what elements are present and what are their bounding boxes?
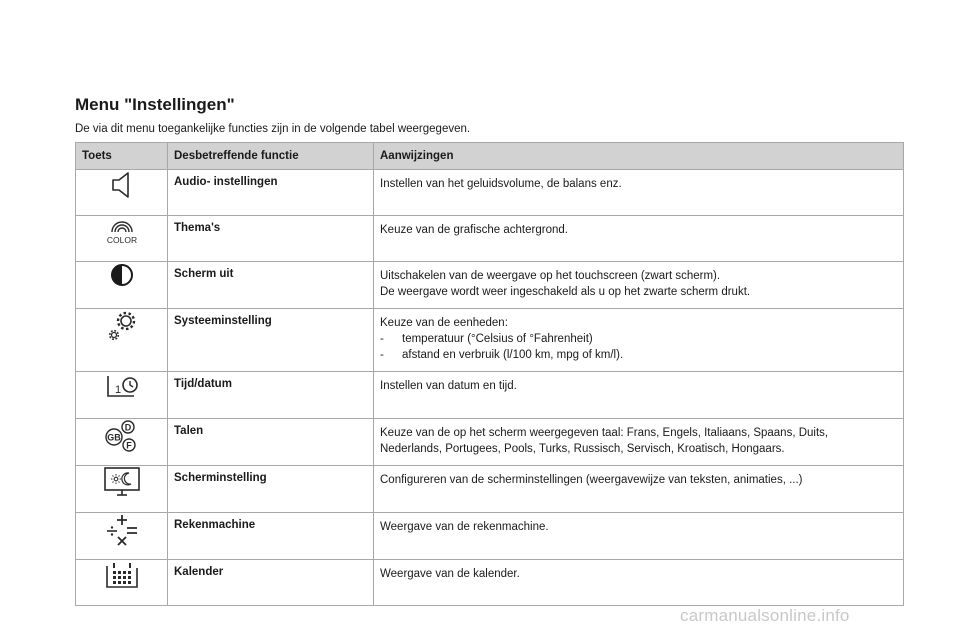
function-name: Audio- instellingen bbox=[168, 170, 374, 216]
column-header-function: Desbetreffende functie bbox=[168, 143, 374, 170]
calendar-clock-label: 1 bbox=[114, 384, 121, 396]
icon-cell bbox=[76, 216, 168, 262]
bullet-item bbox=[380, 347, 897, 363]
note-line: Keuze van de eenheden: bbox=[380, 317, 508, 329]
note-line: Configureren van de scherminstellingen (weergavewijze van teksten, animaties, ...) bbox=[380, 474, 803, 486]
icon-cell bbox=[76, 560, 168, 606]
function-notes bbox=[374, 419, 904, 466]
icon-cell bbox=[76, 466, 168, 513]
function-notes bbox=[374, 372, 904, 419]
function-name: Kalender bbox=[168, 560, 374, 606]
note-line: Uitschakelen van de weergave op het touchscreen (zwart scherm). bbox=[380, 270, 721, 282]
bullet-text: temperatuur (°Celsius of °Fahrenheit) bbox=[402, 333, 593, 345]
bullet-item bbox=[380, 331, 897, 347]
speaker-icon bbox=[110, 170, 134, 200]
settings-table bbox=[75, 142, 904, 606]
icon-cell bbox=[76, 513, 168, 560]
color-icon-label: COLOR bbox=[106, 235, 137, 245]
gears-icon bbox=[105, 309, 139, 343]
bullet-mark: - bbox=[380, 333, 384, 345]
function-notes bbox=[374, 560, 904, 606]
table-header-row bbox=[76, 143, 904, 170]
function-notes bbox=[374, 216, 904, 262]
column-header-key: Toets bbox=[76, 143, 168, 170]
table-row bbox=[76, 170, 904, 216]
note-line: Instellen van het geluidsvolume, de balans enz. bbox=[380, 178, 622, 190]
note-line: De weergave wordt weer ingeschakeld als u op het zwarte scherm drukt. bbox=[380, 286, 751, 298]
language-label-f: F bbox=[125, 440, 132, 451]
table-row bbox=[76, 419, 904, 466]
function-name: Thema's bbox=[168, 216, 374, 262]
note-line: Keuze van de op het scherm weergegeven taal: Frans, Engels, Italiaans, Spaans, Duits, bbox=[380, 427, 829, 439]
note-line: Weergave van de kalender. bbox=[380, 568, 520, 580]
table-row bbox=[76, 560, 904, 606]
function-name: Talen bbox=[168, 419, 374, 466]
table-row bbox=[76, 216, 904, 262]
note-line: Nederlands, Portugees, Pools, Turks, Russisch, Servisch, Kroatisch, Hongaars. bbox=[380, 443, 785, 455]
function-name: Tijd/datum bbox=[168, 372, 374, 419]
table-row bbox=[76, 466, 904, 513]
function-name: Rekenmachine bbox=[168, 513, 374, 560]
half-circle-icon bbox=[109, 262, 135, 288]
note-line: Weergave van de rekenmachine. bbox=[380, 521, 549, 533]
function-notes bbox=[374, 309, 904, 372]
table-row bbox=[76, 372, 904, 419]
watermark: carmanualsonline.info bbox=[680, 606, 850, 625]
column-header-notes: Aanwijzingen bbox=[374, 143, 904, 170]
function-name: Systeeminstelling bbox=[168, 309, 374, 372]
color-icon bbox=[100, 216, 144, 246]
icon-cell bbox=[76, 262, 168, 309]
function-notes bbox=[374, 262, 904, 309]
function-notes bbox=[374, 170, 904, 216]
language-label-gb: GB bbox=[106, 432, 121, 443]
language-icon bbox=[102, 419, 142, 453]
page-title: Menu "Instellingen" bbox=[75, 95, 235, 114]
note-line: Instellen van datum en tijd. bbox=[380, 380, 517, 392]
language-label-d: D bbox=[124, 422, 131, 433]
note-line: Keuze van de grafische achtergrond. bbox=[380, 224, 568, 236]
calendar-icon bbox=[104, 560, 140, 590]
table-row bbox=[76, 309, 904, 372]
function-name: Scherminstelling bbox=[168, 466, 374, 513]
function-notes bbox=[374, 513, 904, 560]
icon-cell bbox=[76, 170, 168, 216]
calendar-clock-icon bbox=[104, 372, 140, 400]
page-intro: De via dit menu toegankelijke functies zijn in de volgende tabel weergegeven. bbox=[75, 123, 471, 135]
icon-cell bbox=[76, 419, 168, 466]
function-name: Scherm uit bbox=[168, 262, 374, 309]
icon-cell bbox=[76, 372, 168, 419]
bullet-mark: - bbox=[380, 349, 384, 361]
calculator-icon bbox=[103, 513, 141, 547]
icon-cell bbox=[76, 309, 168, 372]
table-row bbox=[76, 262, 904, 309]
function-notes bbox=[374, 466, 904, 513]
table-row bbox=[76, 513, 904, 560]
bullet-text: afstand en verbruik (l/100 km, mpg of km/l). bbox=[402, 349, 624, 361]
display-day-night-icon bbox=[103, 466, 141, 498]
